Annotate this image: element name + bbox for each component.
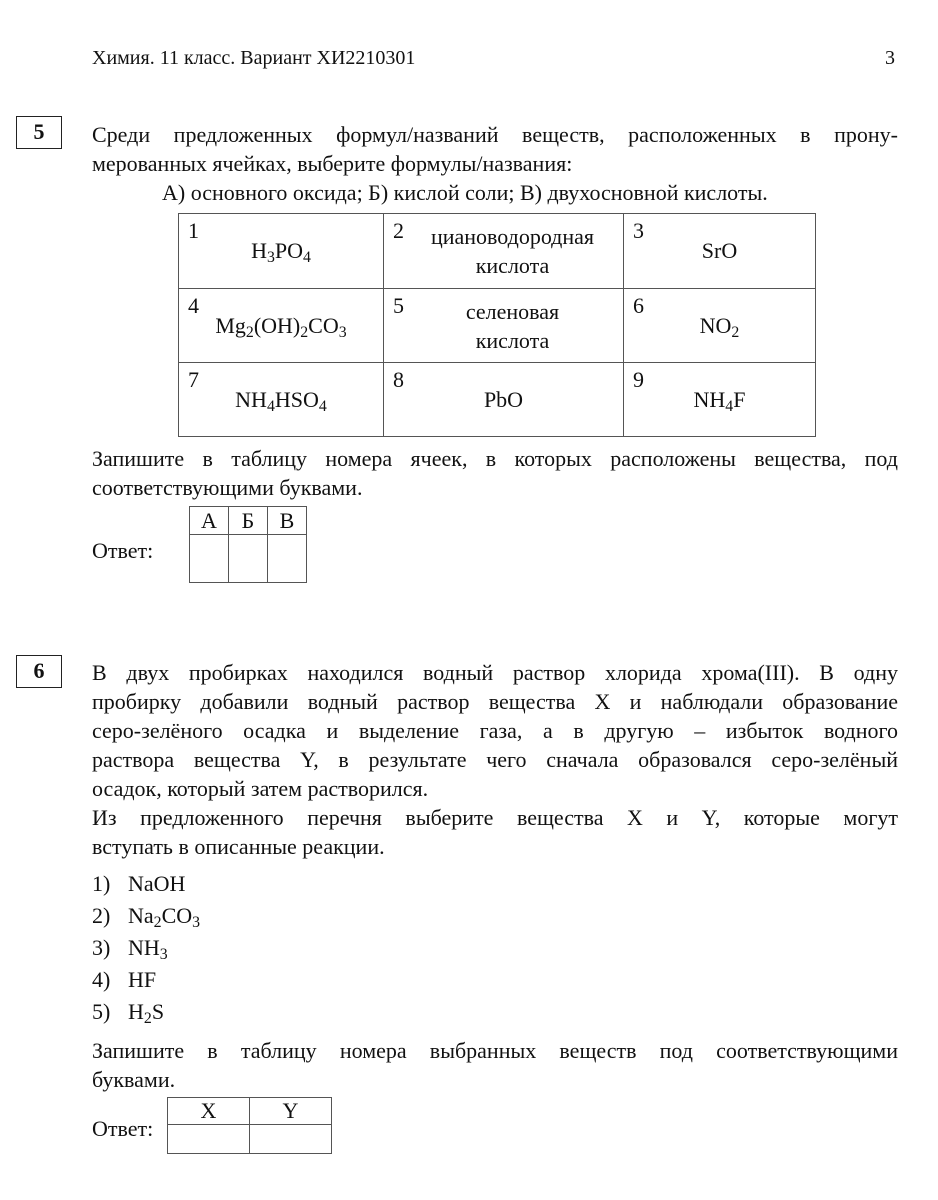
task-5-answer-header-row — [190, 507, 307, 535]
substance-cell-9 — [624, 363, 816, 437]
cell-number: 1 — [188, 218, 199, 243]
task-6-text-line: серо-зелёного осадка и выделение газа, а в другую – избыток водного — [92, 718, 898, 743]
task-5-instruction-line-2: соответствующими буквами. — [92, 475, 363, 500]
option-formula: HF — [128, 967, 157, 992]
task-5-intro-line-1: Среди предложенных формул/названий веществ, расположенных в прону- — [92, 122, 898, 147]
task-5-categories: А) основного оксида; Б) кислой соли; В) двухосновной кислоты. — [162, 180, 768, 205]
task-6-number-box: 6 — [16, 655, 62, 688]
option-item — [92, 964, 200, 996]
substance-name: PbO — [483, 387, 524, 412]
answer-header-v: В — [268, 507, 307, 535]
page-number: 3 — [885, 47, 895, 69]
answer-header-x: X — [168, 1098, 250, 1125]
substance-name: $Mg_2(OH)_2CO_3$ — [215, 313, 347, 341]
substance-table-row — [179, 363, 816, 437]
task-6-options-list — [92, 868, 200, 1028]
task-5-instruction — [92, 444, 898, 502]
substance-name: $NH_4F$ — [693, 387, 746, 415]
substance-name: селеновая кислота — [465, 299, 560, 353]
task-6-question-line: Из предложенного перечня выберите вещества X и Y, которые могут — [92, 805, 898, 830]
task-5-answer-table — [189, 506, 307, 583]
answer-cell-y[interactable] — [250, 1125, 332, 1154]
substance-table-row — [179, 289, 816, 363]
task-5-intro-line-2: мерованных ячейках, выберите формулы/названия: — [92, 151, 573, 176]
option-item — [92, 996, 200, 1028]
cell-number: 9 — [633, 367, 644, 392]
substance-cell-4 — [179, 289, 384, 363]
option-formula: $H_2S$ — [128, 999, 165, 1027]
option-number: 5) — [92, 999, 111, 1024]
cell-number: 7 — [188, 367, 199, 392]
substance-name: $NO_2$ — [699, 313, 740, 341]
answer-cell-x[interactable] — [168, 1125, 250, 1154]
task-6-answer-header-row — [168, 1098, 332, 1125]
task-6-answer-input-row — [168, 1125, 332, 1154]
cell-number: 3 — [633, 218, 644, 243]
answer-cell-b[interactable] — [229, 535, 268, 583]
task-5-intro — [92, 120, 898, 178]
task-6-instruction-line-1: Запишите в таблицу номера выбранных веществ под соответствующими — [92, 1038, 898, 1063]
task-6-instruction — [92, 1036, 898, 1094]
page-header-title: Химия. 11 класс. Вариант ХИ2210301 — [92, 47, 416, 69]
task-6-answer-table — [167, 1097, 332, 1154]
substance-name: SrO — [701, 238, 738, 263]
task-6-text-line: пробирку добавили водный раствор вещества X и наблюдали образование — [92, 689, 898, 714]
substance-cell-3 — [624, 214, 816, 289]
substance-name: циановодородная кислота — [430, 224, 595, 278]
task-6-answer-label: Ответ: — [92, 1116, 154, 1141]
option-number: 1) — [92, 871, 111, 896]
option-formula: NaOH — [128, 871, 186, 896]
option-item — [92, 868, 200, 900]
substance-name: $NH_4HSO_4$ — [235, 387, 327, 415]
option-number: 2) — [92, 903, 111, 928]
substance-cell-1 — [179, 214, 384, 289]
answer-header-b: Б — [229, 507, 268, 535]
task-6-text — [92, 658, 898, 861]
substance-table-row — [179, 214, 816, 289]
task-5-number-box: 5 — [16, 116, 62, 149]
option-number: 3) — [92, 935, 111, 960]
task-5-substance-table — [178, 213, 816, 437]
option-formula: $Na_2CO_3$ — [128, 903, 201, 931]
substance-cell-7 — [179, 363, 384, 437]
task-5-answer-input-row — [190, 535, 307, 583]
task-6-text-line: осадок, который затем растворился. — [92, 776, 429, 801]
substance-name: $H_3PO_4$ — [251, 238, 311, 266]
answer-header-a: А — [190, 507, 229, 535]
answer-header-y: Y — [250, 1098, 332, 1125]
answer-cell-v[interactable] — [268, 535, 307, 583]
task-5-answer-label: Ответ: — [92, 538, 154, 563]
substance-cell-6 — [624, 289, 816, 363]
substance-cell-2 — [384, 214, 624, 289]
option-formula: $NH_3$ — [128, 935, 168, 963]
cell-number: 5 — [393, 293, 404, 318]
task-6-text-line: В двух пробирках находился водный раствор хлорида хрома(III). В одну — [92, 660, 898, 685]
substance-cell-8 — [384, 363, 624, 437]
cell-number: 4 — [188, 293, 199, 318]
cell-number: 6 — [633, 293, 644, 318]
task-6-question-line: вступать в описанные реакции. — [92, 834, 385, 859]
cell-number: 2 — [393, 218, 404, 243]
option-number: 4) — [92, 967, 111, 992]
task-6-instruction-line-2: буквами. — [92, 1067, 176, 1092]
answer-cell-a[interactable] — [190, 535, 229, 583]
option-item — [92, 932, 200, 964]
task-6-text-line: раствора вещества Y, в результате чего сначала образовался серо-зелёный — [92, 747, 898, 772]
cell-number: 8 — [393, 367, 404, 392]
option-item — [92, 900, 200, 932]
task-5-instruction-line-1: Запишите в таблицу номера ячеек, в которых расположены вещества, под — [92, 446, 898, 471]
substance-cell-5 — [384, 289, 624, 363]
